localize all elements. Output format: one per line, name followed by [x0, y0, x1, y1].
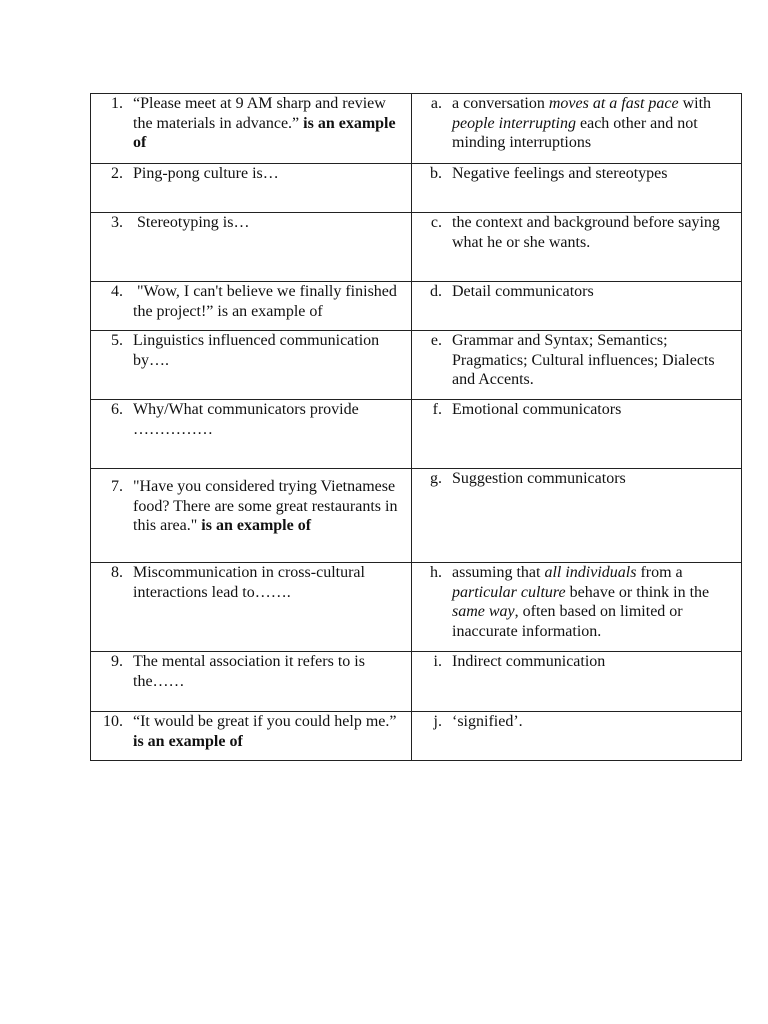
- answer-item: [412, 164, 741, 184]
- question-text-part: “Please meet at 9 AM sharp and review the materials in advance.”: [133, 95, 386, 132]
- answer-item: [412, 331, 741, 390]
- answer-cell: [412, 400, 742, 469]
- answer-cell: [412, 563, 742, 652]
- answer-text-part: from a: [636, 564, 683, 581]
- answer-text-italic: all individuals: [544, 564, 637, 581]
- answer-cell: [412, 652, 742, 712]
- answer-text: ‘signified’.: [452, 713, 523, 730]
- answer-item: [412, 94, 741, 153]
- question-text: [133, 477, 405, 536]
- answer-text-part: with: [678, 95, 712, 112]
- question-item: [91, 164, 411, 184]
- answer-item: [412, 563, 741, 641]
- question-cell: [91, 331, 412, 400]
- question-number: 6.: [111, 401, 123, 418]
- answer-letter: d.: [430, 283, 442, 300]
- matching-table: [90, 93, 742, 761]
- question-number: 10.: [103, 713, 123, 730]
- question-text: Miscommunication in cross-cultural interactions lead to…….: [133, 564, 365, 601]
- answer-text: Emotional communicators: [452, 401, 622, 418]
- question-number: 9.: [111, 653, 123, 670]
- question-cell: [91, 712, 412, 761]
- question-item: [91, 563, 411, 602]
- question-text-bold: is an example of: [133, 114, 396, 151]
- question-cell: [91, 282, 412, 331]
- question-text-bold: is an example of: [133, 732, 243, 750]
- answer-letter: h.: [430, 564, 442, 581]
- table-row: [91, 331, 742, 400]
- question-cell: [91, 94, 412, 164]
- question-number: 5.: [111, 332, 123, 349]
- answer-text-part: a conversation: [452, 95, 549, 112]
- question-cell: [91, 213, 412, 282]
- answer-cell: [412, 94, 742, 164]
- question-text: Why/What communicators provide ……………: [133, 401, 359, 438]
- question-text-part: “It would be great if you could help me.”: [133, 713, 397, 730]
- matching-table-body: [91, 94, 742, 761]
- answer-text-italic: people interrupting: [452, 114, 576, 132]
- question-number: 3.: [111, 214, 123, 231]
- answer-text-part: behave or think in the: [565, 583, 710, 601]
- answer-letter: b.: [430, 165, 442, 182]
- table-row: [91, 652, 742, 712]
- answer-text: [452, 94, 735, 153]
- answer-letter: f.: [432, 401, 442, 418]
- table-row: [91, 712, 742, 761]
- answer-item: [412, 652, 741, 672]
- answer-text-italic: particular culture: [452, 583, 566, 601]
- answer-item: [412, 213, 741, 252]
- answer-text-italic: moves at a fast pace: [548, 95, 679, 112]
- question-text: [133, 94, 405, 153]
- question-cell: [91, 164, 412, 213]
- question-item: [91, 400, 411, 439]
- answer-item: [412, 400, 741, 420]
- answer-text-part: assuming that: [452, 564, 545, 581]
- answer-letter: a.: [430, 95, 442, 112]
- answer-text-part: each other and not minding interruptions: [452, 114, 698, 151]
- answer-text-part: , often based on limited or inaccurate information.: [452, 603, 683, 640]
- question-cell: [91, 652, 412, 712]
- question-item: [91, 712, 411, 751]
- question-item: [91, 331, 411, 370]
- table-row: [91, 400, 742, 469]
- answer-letter: g.: [430, 470, 442, 487]
- question-text-bold: is an example of: [201, 517, 312, 534]
- question-text: Linguistics influenced communication by….: [133, 332, 380, 369]
- question-item: [91, 213, 411, 233]
- question-item: [91, 469, 411, 536]
- question-text-part: "Have you considered trying Vietnamese food? There are some great restaurants in this area.": [133, 478, 398, 534]
- answer-cell: [412, 213, 742, 282]
- question-text: Ping-pong culture is…: [133, 165, 279, 182]
- answer-cell: [412, 712, 742, 761]
- answer-item: [412, 282, 741, 302]
- answer-letter: i.: [433, 653, 442, 670]
- table-row: [91, 563, 742, 652]
- answer-letter: j.: [433, 713, 442, 730]
- answer-text: Detail communicators: [452, 283, 594, 300]
- question-number: 7.: [111, 478, 123, 495]
- answer-item: [412, 712, 741, 732]
- table-row: [91, 94, 742, 164]
- question-item: [91, 652, 411, 691]
- question-cell: [91, 469, 412, 563]
- question-item: [91, 94, 411, 153]
- answer-cell: [412, 469, 742, 563]
- answer-cell: [412, 164, 742, 213]
- answer-cell: [412, 331, 742, 400]
- question-number: 4.: [111, 283, 123, 300]
- question-number: 2.: [111, 165, 123, 182]
- answer-letter: c.: [430, 214, 442, 231]
- question-text: Stereotyping is…: [133, 214, 250, 231]
- table-row: [91, 469, 742, 563]
- question-cell: [91, 400, 412, 469]
- answer-text: Indirect communication: [452, 653, 606, 670]
- question-item: [91, 282, 411, 321]
- answer-text: [452, 563, 735, 641]
- table-row: [91, 164, 742, 213]
- answer-text: Grammar and Syntax; Semantics; Pragmatics; Cultural influences; Dialects and Accents.: [452, 332, 715, 388]
- question-text: The mental association it refers to is the……: [133, 653, 365, 690]
- question-number: 8.: [111, 564, 123, 581]
- answer-text: the context and background before saying what he or she wants.: [452, 214, 720, 251]
- answer-item: [412, 469, 741, 489]
- table-row: [91, 282, 742, 331]
- answer-text-italic: same way: [452, 603, 515, 620]
- answer-cell: [412, 282, 742, 331]
- answer-text: Suggestion communicators: [452, 470, 626, 487]
- question-text: "Wow, I can't believe we finally finished the project!” is an example of: [133, 283, 401, 320]
- question-cell: [91, 563, 412, 652]
- table-row: [91, 213, 742, 282]
- question-number: 1.: [111, 95, 123, 112]
- question-text: [133, 712, 405, 751]
- answer-text: Negative feelings and stereotypes: [452, 165, 668, 182]
- answer-letter: e.: [430, 332, 442, 349]
